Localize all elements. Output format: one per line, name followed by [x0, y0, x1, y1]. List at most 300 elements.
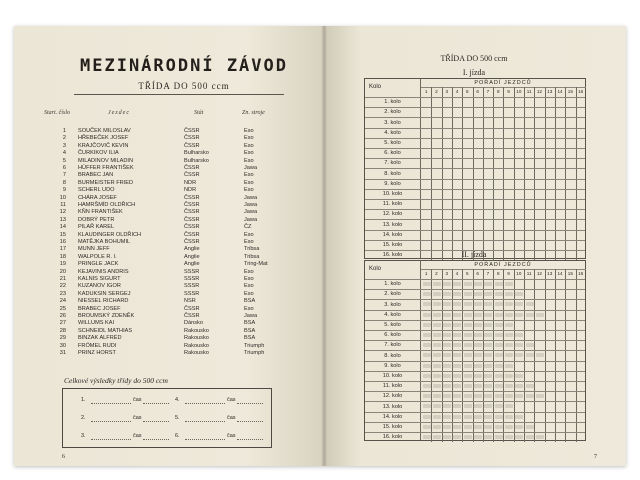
start-number: 17 — [59, 246, 66, 253]
pencil-mark — [433, 282, 441, 286]
row-line — [365, 432, 585, 433]
pencil-mark — [505, 374, 513, 378]
pencil-mark — [433, 333, 441, 337]
page-number: 7 — [594, 454, 597, 460]
pencil-mark — [505, 343, 513, 347]
position-number: 7 — [486, 271, 490, 276]
rider-country: Anglie — [184, 261, 200, 268]
rider-name: SOUČEK MILOSLAV — [78, 128, 131, 134]
machine-make: Eso — [244, 239, 254, 245]
pencil-mark — [474, 313, 482, 317]
lap-label: 6. kolo — [384, 150, 401, 157]
left-page — [14, 26, 324, 466]
row-line — [365, 289, 585, 290]
pencil-mark — [423, 282, 431, 286]
machine-make: Eso — [244, 290, 254, 297]
pencil-mark — [526, 302, 534, 306]
rider-country: SSSR — [184, 276, 200, 282]
rider-row — [44, 202, 314, 209]
lap-label: 9. kolo — [384, 180, 401, 187]
pencil-mark — [505, 282, 513, 286]
pencil-mark — [515, 302, 523, 306]
pencil-mark — [505, 323, 513, 327]
pencil-mark — [423, 353, 431, 357]
machine-make: ČZ — [244, 224, 252, 231]
pencil-mark — [536, 435, 544, 439]
heat-title: II. jízda — [461, 250, 487, 259]
position-number: 2 — [435, 271, 438, 276]
lap-label: 16. kolo — [382, 434, 403, 441]
pencil-mark — [423, 435, 431, 439]
machine-make: Jawa — [244, 209, 258, 216]
pencil-mark — [526, 353, 534, 357]
row-line — [365, 299, 585, 300]
pencil-mark — [515, 435, 523, 439]
machine-make: Tribsa — [244, 246, 260, 253]
start-number: 9 — [62, 187, 66, 194]
title-rule — [74, 94, 284, 95]
rider-name: WALPOLE R. I. — [78, 253, 117, 260]
machine-make: Jawa — [244, 202, 258, 208]
start-number: 2 — [62, 135, 66, 142]
rider-row — [44, 150, 314, 157]
pencil-mark — [474, 333, 482, 337]
row-line — [365, 361, 585, 362]
rider-row — [44, 246, 314, 253]
machine-make: Eso — [244, 231, 254, 238]
pencil-mark — [484, 415, 492, 419]
column-line — [493, 269, 494, 442]
machine-make: Eso — [244, 172, 254, 179]
rider-country: Bulharsko — [184, 150, 209, 157]
start-number: 21 — [59, 276, 66, 282]
row-line — [365, 412, 585, 413]
start-number: 4 — [62, 150, 66, 157]
lap-label: 16. kolo — [382, 252, 403, 259]
position-number: 9 — [507, 89, 510, 94]
pencil-mark — [474, 323, 482, 327]
row-line — [365, 330, 585, 331]
pencil-mark — [453, 404, 461, 408]
rider-name: KRAJČOVIČ KEVIN — [78, 142, 129, 149]
pencil-mark — [505, 302, 513, 306]
pencil-mark — [443, 302, 451, 306]
pencil-mark — [443, 292, 451, 296]
machine-make: Eso — [244, 305, 254, 312]
pencil-mark — [453, 323, 461, 327]
program-spread — [14, 26, 626, 466]
column-line — [545, 87, 546, 260]
machine-make: Eso — [244, 268, 254, 275]
result-time-label: čas — [227, 415, 236, 421]
pencil-mark — [484, 323, 492, 327]
row-line — [365, 279, 585, 280]
class-title: TŘÍDA DO 500 ccm — [138, 81, 230, 91]
rider-name: BINZAK ALFRÉD — [78, 335, 122, 342]
column-line — [483, 87, 484, 260]
rider-name: DOBRÝ PETR — [78, 216, 115, 223]
rider-name: PRINZ HORST — [78, 350, 116, 356]
column-line — [493, 87, 494, 260]
lap-label: 12. kolo — [382, 393, 403, 400]
pencil-mark — [453, 292, 461, 296]
row-line — [365, 371, 585, 372]
machine-make: Jawa — [244, 216, 258, 223]
position-number: 15 — [567, 271, 573, 276]
result-place: 2. — [81, 415, 86, 421]
lap-label: 2. kolo — [384, 109, 401, 116]
pencil-mark — [433, 415, 441, 419]
start-number: 28 — [59, 327, 66, 334]
pencil-mark — [536, 394, 544, 398]
result-place: 1. — [81, 397, 86, 403]
rider-name: ČURKIKOV ILIA — [78, 150, 119, 157]
page-number: 6 — [62, 454, 65, 460]
lap-label: 14. kolo — [382, 413, 403, 420]
row-line — [365, 401, 585, 402]
column-line — [503, 87, 504, 260]
lap-label: 6. kolo — [384, 332, 401, 339]
rider-row — [44, 209, 314, 216]
machine-make: Eso — [244, 135, 254, 142]
rider-name: SCHNEIDL MATHIAS — [78, 327, 133, 334]
pencil-mark — [515, 353, 523, 357]
start-number: 5 — [62, 157, 66, 164]
pencil-mark — [515, 415, 523, 419]
result-time-blank — [237, 403, 263, 404]
machine-make: Tribsa — [244, 253, 260, 260]
pencil-mark — [484, 282, 492, 286]
pencil-mark — [443, 374, 451, 378]
pencil-mark — [433, 404, 441, 408]
lap-header: Kolo — [369, 266, 382, 272]
pencil-mark — [474, 353, 482, 357]
machine-make: Jawa — [244, 165, 258, 171]
result-blank — [91, 439, 131, 440]
pencil-mark — [484, 404, 492, 408]
row-line — [365, 199, 585, 200]
pencil-mark — [464, 374, 472, 378]
rider-country: Rakousko — [184, 342, 209, 349]
start-number: 19 — [59, 261, 66, 268]
pencil-mark — [423, 415, 431, 419]
column-line — [524, 269, 525, 442]
result-time-label: čas — [133, 433, 142, 439]
column-line — [565, 269, 566, 442]
pencil-mark — [495, 302, 503, 306]
rider-country: NDR — [184, 187, 197, 194]
row-line — [365, 128, 585, 129]
start-number: 30 — [59, 342, 66, 349]
pencil-mark — [423, 384, 431, 388]
pencil-mark — [505, 292, 513, 296]
lap-label: 8. kolo — [384, 170, 401, 177]
rider-name: BRABEC JOSEF — [78, 305, 121, 312]
column-line — [555, 87, 556, 260]
lap-label: 2. kolo — [384, 291, 401, 298]
machine-make: Jawa — [244, 313, 258, 319]
start-number: 3 — [62, 142, 66, 149]
result-time-label: čas — [227, 397, 236, 403]
rider-name: KLAUDINGER OLDŘICH — [78, 231, 142, 238]
start-number: 13 — [59, 216, 66, 223]
lap-label: 8. kolo — [384, 352, 401, 359]
pencil-mark — [453, 435, 461, 439]
rider-row — [44, 269, 314, 276]
pencil-mark — [515, 384, 523, 388]
machine-make: BSA — [244, 335, 256, 342]
pencil-mark — [423, 292, 431, 296]
rider-country: SSSR — [184, 268, 200, 275]
pencil-mark — [495, 435, 503, 439]
row-line — [365, 310, 585, 311]
pencil-mark — [515, 292, 523, 296]
position-number: 1 — [424, 89, 428, 94]
start-number: 24 — [59, 298, 66, 305]
column-line — [442, 87, 443, 260]
rider-country: ČSSR — [184, 172, 200, 179]
pencil-mark — [464, 384, 472, 388]
right-page — [324, 26, 626, 466]
pencil-mark — [453, 353, 461, 357]
rider-country: Rakousko — [184, 335, 209, 342]
pencil-mark — [453, 364, 461, 368]
pencil-mark — [505, 353, 513, 357]
pencil-mark — [443, 404, 451, 408]
start-number: 31 — [59, 350, 66, 356]
pencil-mark — [495, 292, 503, 296]
column-line — [462, 87, 463, 260]
lap-label: 11. kolo — [382, 201, 403, 208]
pencil-mark — [464, 364, 472, 368]
rider-row — [44, 135, 314, 142]
pencil-mark — [474, 364, 482, 368]
pencil-mark — [443, 343, 451, 347]
position-number: 10 — [516, 271, 522, 276]
rider-country: ČSSR — [184, 231, 200, 238]
result-time-blank — [143, 421, 169, 422]
start-number: 26 — [59, 313, 66, 319]
pencil-mark — [495, 415, 503, 419]
lap-label: 7. kolo — [384, 160, 401, 167]
rider-row — [44, 298, 314, 305]
rider-name: BROUMSKÝ ZDENĚK — [78, 313, 135, 319]
position-number: 4 — [455, 271, 459, 276]
rider-country: Dánsko — [184, 320, 203, 327]
rider-country: ČSSR — [184, 194, 200, 201]
pencil-mark — [443, 353, 451, 357]
pencil-mark — [495, 282, 503, 286]
lap-label: 5. kolo — [384, 140, 401, 146]
row-line — [365, 320, 585, 321]
machine-make: Eso — [244, 157, 254, 164]
result-time-blank — [143, 439, 169, 440]
column-line — [534, 87, 535, 260]
results-title: Celkové výsledky třídy do 500 ccm — [64, 376, 168, 385]
rider-country: Rakousko — [184, 327, 209, 334]
position-number: 13 — [547, 271, 553, 276]
rider-row — [44, 239, 314, 246]
row-line — [365, 97, 585, 98]
rider-country: Rakousko — [184, 350, 209, 356]
pencil-mark — [484, 425, 492, 429]
pencil-mark — [423, 364, 431, 368]
lap-label: 10. kolo — [382, 191, 403, 197]
start-number: 10 — [59, 194, 66, 201]
lap-label: 4. kolo — [384, 129, 401, 136]
rider-country: Bulharsko — [184, 157, 209, 164]
pencil-mark — [433, 302, 441, 306]
pencil-mark — [423, 404, 431, 408]
pencil-mark — [505, 404, 513, 408]
rider-row — [44, 232, 314, 239]
pencil-mark — [464, 302, 472, 306]
row-line — [365, 381, 585, 382]
pencil-mark — [453, 282, 461, 286]
pencil-mark — [433, 343, 441, 347]
rider-country: ČSSR — [184, 305, 200, 312]
column-line — [576, 269, 577, 442]
row-line — [365, 391, 585, 392]
rider-country: ČSSR — [184, 313, 200, 319]
pencil-mark — [433, 313, 441, 317]
column-line — [452, 87, 453, 260]
pencil-mark — [495, 374, 503, 378]
rider-name: WILLUMS KAI — [78, 320, 115, 327]
page-title: MEZINÁRODNÍ ZÁVOD — [80, 56, 288, 76]
lap-label: 3. kolo — [384, 301, 401, 308]
rider-country: Anglie — [184, 253, 200, 260]
row-line — [365, 138, 585, 139]
rider-name: PRINGLE JACK — [78, 261, 119, 268]
rider-row — [44, 165, 314, 172]
pencil-mark — [453, 374, 461, 378]
machine-make: Eso — [244, 187, 254, 194]
machine-make: Tring-Mat — [244, 261, 268, 268]
lap-label: 1. kolo — [384, 99, 401, 106]
rider-name: MUNN JEFF — [78, 246, 110, 253]
positions-header: POŘADÍ JEZDCŮ — [474, 262, 532, 268]
pencil-mark — [505, 333, 513, 337]
position-number: 8 — [496, 89, 500, 94]
rider-row — [44, 217, 314, 224]
pencil-mark — [443, 282, 451, 286]
rider-name: BURMEISTER FRIED — [78, 179, 134, 186]
rider-row — [44, 350, 314, 357]
position-number: 11 — [526, 89, 532, 94]
rider-country: ČSSR — [184, 165, 200, 171]
pencil-mark — [453, 415, 461, 419]
machine-make: BSA — [244, 327, 256, 334]
lap-label: 7. kolo — [384, 342, 401, 349]
pencil-mark — [443, 394, 451, 398]
rider-row — [44, 283, 314, 290]
row-line — [365, 240, 585, 241]
start-number: 25 — [59, 305, 66, 312]
start-number: 15 — [59, 231, 66, 238]
pencil-mark — [495, 384, 503, 388]
start-number: 23 — [59, 290, 66, 297]
lap-label: 5. kolo — [384, 322, 401, 328]
pencil-mark — [474, 374, 482, 378]
position-number: 3 — [445, 271, 449, 276]
pencil-mark — [453, 343, 461, 347]
row-line — [365, 117, 585, 118]
pencil-mark — [464, 282, 472, 286]
row-line — [365, 340, 585, 341]
pencil-mark — [505, 435, 513, 439]
position-number: 4 — [455, 89, 459, 94]
pencil-mark — [474, 404, 482, 408]
pencil-mark — [464, 404, 472, 408]
column-line — [524, 87, 525, 260]
pencil-mark — [443, 435, 451, 439]
rider-row — [44, 254, 314, 261]
pencil-mark — [484, 384, 492, 388]
position-number: 13 — [547, 89, 553, 94]
rider-name: CHÁRA JOSEF — [78, 194, 117, 201]
rider-name: MATĚJKA BOHUMIL — [78, 239, 131, 245]
rider-row — [44, 180, 314, 187]
column-line — [431, 87, 432, 260]
start-number: 18 — [59, 253, 66, 260]
position-number: 16 — [578, 89, 584, 94]
pencil-mark — [423, 313, 431, 317]
pencil-mark — [423, 374, 431, 378]
pencil-mark — [443, 384, 451, 388]
pencil-mark — [433, 292, 441, 296]
page-fold — [321, 26, 327, 466]
pencil-mark — [526, 425, 534, 429]
pencil-mark — [495, 313, 503, 317]
pencil-mark — [495, 333, 503, 337]
lap-label: 1. kolo — [384, 281, 401, 288]
pencil-mark — [484, 313, 492, 317]
row-line — [365, 209, 585, 210]
rider-name: NIESSEL RICHARD — [78, 298, 129, 305]
pencil-mark — [484, 435, 492, 439]
start-number: 14 — [59, 224, 66, 231]
pencil-mark — [474, 425, 482, 429]
pencil-mark — [474, 282, 482, 286]
lap-label: 13. kolo — [382, 221, 403, 228]
pencil-mark — [505, 394, 513, 398]
position-number: 16 — [578, 271, 584, 276]
rider-name: HAMRŠMÍD OLDŘICH — [78, 202, 136, 208]
column-line — [555, 269, 556, 442]
start-number: 20 — [59, 268, 66, 275]
column-line — [545, 269, 546, 442]
rider-country: ČSSR — [184, 142, 200, 149]
start-number: 7 — [62, 172, 66, 179]
pencil-mark — [505, 384, 513, 388]
row-line — [365, 158, 585, 159]
rider-row — [44, 335, 314, 342]
rider-country: ČSSR — [184, 209, 200, 216]
pencil-mark — [464, 394, 472, 398]
pencil-mark — [443, 425, 451, 429]
rider-country: ČSSR — [184, 128, 200, 134]
row-line — [365, 107, 585, 108]
pencil-mark — [433, 364, 441, 368]
result-blank — [185, 439, 225, 440]
pencil-mark — [433, 374, 441, 378]
lap-label: 13. kolo — [382, 403, 403, 410]
lap-label: 11. kolo — [382, 383, 403, 390]
rider-country: SSSR — [184, 283, 200, 290]
position-number: 3 — [445, 89, 449, 94]
pencil-mark — [495, 425, 503, 429]
